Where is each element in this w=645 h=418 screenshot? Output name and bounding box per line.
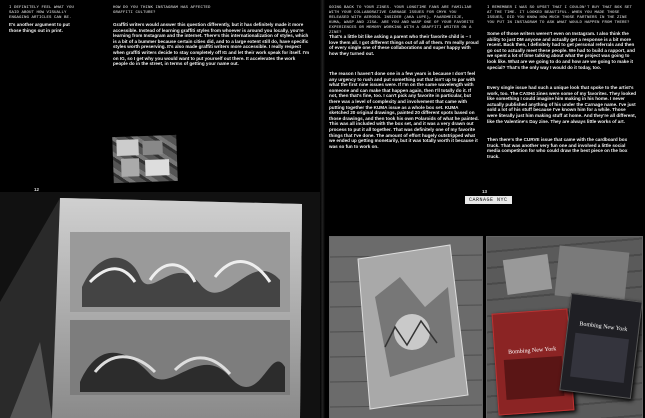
open-zine-photo-svg bbox=[0, 192, 320, 418]
left-page bbox=[0, 0, 320, 418]
page-number-right: 13 bbox=[482, 189, 488, 194]
intro-question: I DEFINITELY FEEL WHAT YOU SAID ABOUT HOW VISUALLY ENGAGING ARTICLES CAN BE. bbox=[9, 6, 75, 20]
col1-answer-p1: That's a little bit like asking a parent who their favorite child is – I love them all. I got different things out of all of them. I'm really proud of every single one of these collaborations and super happy with how they turned out. bbox=[329, 34, 479, 56]
zine-back bbox=[503, 254, 552, 295]
zine-stack bbox=[555, 245, 630, 302]
zine-thumbnail-svg bbox=[112, 135, 178, 183]
col2-question: I REMEMBER I WAS SO UPSET THAT I COULDN'T BUY THAT BOX SET AT THE TIME. IT LOOKED BEAUTIFUL. WHEN YOU MADE THOSE ISSUES, DID YOU KNOW HOW MUCH THOSE PARTNERS IN THE ZINE YOU PUT IN INSTAGRAM TO ASK WHAT WOULD HAPPEN FROM THERE? bbox=[487, 6, 633, 25]
section-label: CARNAGE NYC bbox=[465, 196, 512, 204]
col2-answer-p3: Then there's the CURVE issue that came with the cardboard box truck. That was another very fun one and involved a little social media competition for who could draw the best piece on the box truck. bbox=[487, 137, 628, 159]
question: HOW DO YOU THINK INSTAGRAM HAS AFFECTED GRAFFITI CULTURE? bbox=[113, 6, 211, 15]
col1-answer-p2: The reason I haven't done one in a few years is because I don't feel any urgency to rush and put something out that isn't up to par with what the first nine issues were. If I'm on the same wavelength with someone and can make that happen again, then I'll totally do it. If not, then that's fine, too. I can't pick any favorite in particular, but there was a level of complexity and involvement that came with putting together the KUMA issue as a whole box set. KUMA sketched 20 original drawings, painted 20 different spots based on those drawings, and then took his own Polaroids of what he painted. This was all included with the box set, and it was a very drawn out process to put it all together. That was definitely one of my favorite things that I've done. The amount of effort hugely outstripped what we ended up getting monetarily, but it was totally worth it because it was so fun to work on. bbox=[329, 71, 479, 149]
page-number-left: 12 bbox=[34, 187, 40, 192]
col2-answer-p2: Every single issue had such a unique look that spoke to the artist's work, too. The CASH4 zines were some of my favorites. They looked like something I could imagine him making in his home. I never actually published anything of his under the Carnage name. I've just sold a lot of his stuff because I've known him for a while. Those were literally just him making stuff at home. And they're all different, like the Valentine's Day zine. They are always little works of art. bbox=[487, 85, 637, 124]
zine-thumbnail-image bbox=[112, 135, 178, 183]
open-zine-photo bbox=[0, 192, 320, 418]
zine-cover-art-dark bbox=[570, 333, 629, 383]
zine-cover-dark bbox=[559, 293, 642, 399]
bombing-new-york-photo bbox=[486, 236, 643, 418]
right-page bbox=[325, 0, 645, 418]
intro-answer: It's another argument to put those things out in print. bbox=[9, 22, 70, 33]
wood-zine-photo-svg bbox=[330, 237, 482, 418]
zine-title-red: Bombing New York bbox=[507, 346, 557, 356]
zine-cover-art-red bbox=[504, 356, 565, 400]
wood-zine-photo bbox=[329, 236, 483, 418]
answer: Graffiti writers would answer this question differently, but it has definitely made it more accessible. Instead of learning graffiti styles from whoever is around you locally, you're learning from Instagram and the internet. There's this internationalization of styles, which is a bit of a bummer because certain cities did, and to a large extent still do, have specific styles worth preserving. It's also made graffiti writers more accessible. I really respect when graffiti writers decide to stay completely off IG and let their work speak for itself. I'm on IG, so I get why you would want to put yourself out there. It accelerates the work people do in the street, in terms of getting your name out. bbox=[113, 22, 310, 67]
col1-question: GOING BACK TO YOUR ZINES. YOUR LONGTIME FANS ARE FAMILIAR WITH YOUR COLLABORATIVE CARNAGE ISSUES FOR CMYK YOU RELEASED WITH AEROSOL INSIDER (AKA LUPE), PAARDMEISJE, KUMA, WASP AND JISA. ARE YOU AND WASP ONE OF YOUR FAVORITE EXPERIENCES OR MEMORY WORKING WITH A GRAFFITI WRITER ON A ZINE? bbox=[329, 6, 475, 35]
col2-answer-p1: Some of those writers weren't even on Instagram. I also think the ability to just DM anyone and actually get a response is a bit more recent. Back then, I definitely had to get personal referrals and then go out to actually meet these people. We had to build a rapport, and we spent a lot of time talking about what the project was going to look like. What are we going to do and how are we going to make it special? That's the only way I would do it today, too. bbox=[487, 31, 635, 70]
zine-title-dark: Bombing New York bbox=[579, 321, 628, 334]
